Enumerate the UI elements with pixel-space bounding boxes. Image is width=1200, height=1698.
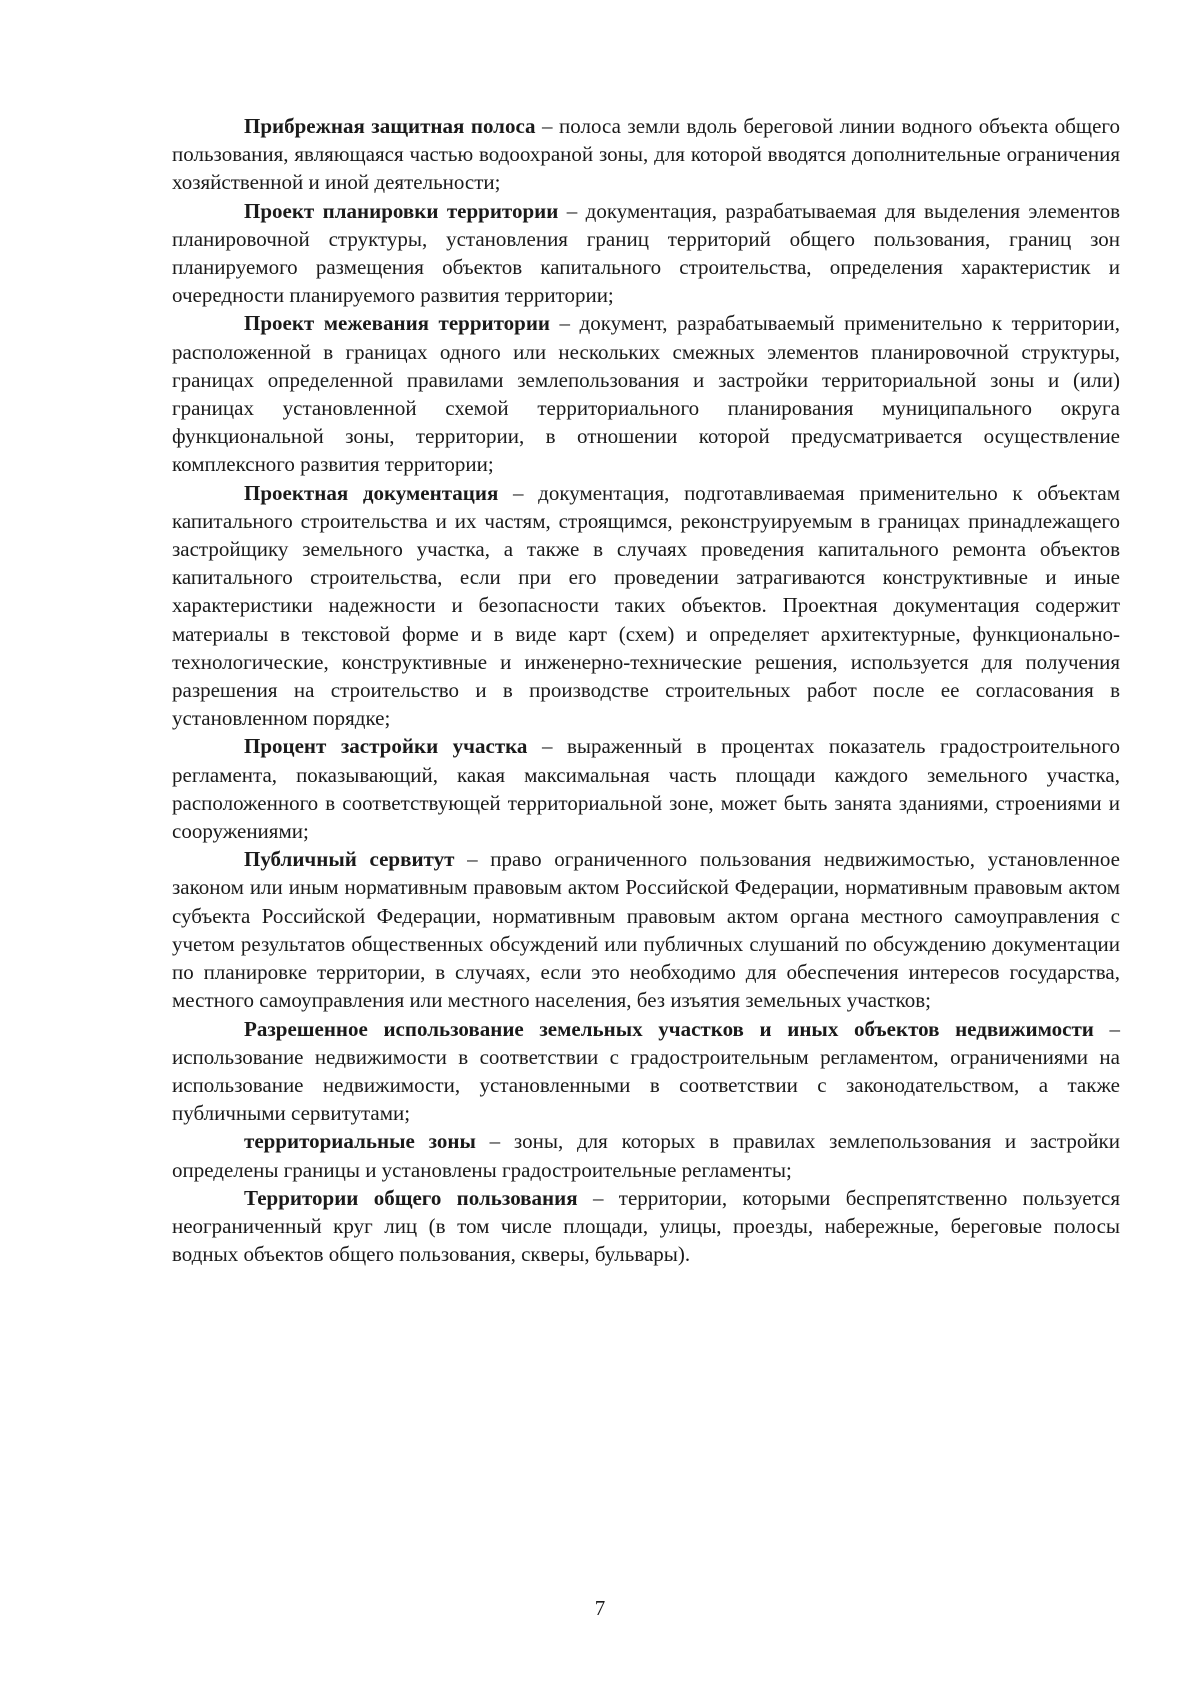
definition-text: – использование недвижимости в соответствии с градостроительным регламентом, ограничениями на использование недвижимости, установленными в соответствии с законодательством, а также публичными сервитутами; [172, 1016, 1120, 1126]
definition-term: Публичный сервитут [244, 847, 455, 872]
definition-paragraph [172, 845, 1120, 1014]
definition-term: Прибрежная защитная полоса [244, 114, 536, 138]
definition-text: – право ограниченного пользования недвижимостью, установленное законом или иным нормативным правовым актом Российской Федерации, нормативным правовым актом субъекта Российской Федерации, нормативным правовым актом органа местного самоуправления с учетом результатов общественных обсуждений или публичных слушаний по обсуждению документации по планировке территории, в случаях, если это необходимо для обеспечения интересов государства, местного самоуправления или местного населения, без изъятия земельных участков; [172, 847, 1120, 1013]
definition-paragraph [172, 1184, 1120, 1269]
definition-text: – документ, разрабатываемый применительно к территории, расположенной в границах одного или нескольких смежных элементов планировочной структуры, границах определенной правилами землепользования и застройки территориальной зоны и (или) границах установленной схемой территориального планирования муниципального округа функциональной зоны, территории, в отношении которой предусматривается осуществление комплексного развития территории; [172, 311, 1120, 477]
definition-text: – зоны, для которых в правилах землепользования и застройки определены границы и установлены градостроительные регламенты; [172, 1129, 1120, 1182]
definition-term: Процент застройки участка [244, 734, 528, 759]
definition-text: – выраженный в процентах показатель градостроительного регламента, показывающий, какая максимальная часть площади каждого земельного участка, расположенного в соответствующей территориальной зоне, может быть занята зданиями, строениями и сооружениями; [172, 734, 1120, 844]
definition-term: Проект планировки территории [244, 198, 559, 223]
definition-text: – территории, которыми беспрепятственно пользуется неограниченный круг лиц (в том числе площади, улицы, проезды, набережные, береговые полосы водных объектов общего пользования, скверы, бульвары). [172, 1185, 1121, 1267]
definition-term: Разрешенное использование земельных участков и иных объектов недвижимости [244, 1016, 1094, 1041]
definition-term: Территории общего пользования [244, 1185, 578, 1210]
definition-term: Проектная документация [244, 480, 499, 505]
definition-text: – документация, разрабатываемая для выделения элементов планировочной структуры, установления границ территорий общего пользования, границ зон планируемого размещения объектов капитального строительства, определения характеристик и очередности планируемого развития территории; [172, 198, 1121, 308]
definition-text: – документация, подготавливаемая применительно к объектам капитального строительства и их частям, строящимся, реконструируемым в границах принадлежащего застройщику земельного участка, а также в случаях проведения капитального ремонта объектов капитального строительства, если при его проведении затрагиваются конструктивные и иные характеристики надежности и безопасности таких объектов. Проектная документация содержит материалы в текстовой форме и в виде карт (схем) и определяет архитектурные, функционально-технологические, конструктивные и инженерно-технические решения, используется для получения разрешения на строительство и в производстве строительных работ после ее согласования в установленном порядке; [172, 480, 1120, 731]
page-number: 7 [594, 1596, 606, 1620]
definition-paragraph [172, 309, 1120, 478]
definition-paragraph [172, 112, 1120, 197]
definition-paragraph [172, 1127, 1120, 1183]
definition-term: Проект межевания территории [244, 311, 551, 336]
definition-term: территориальные зоны [244, 1129, 476, 1154]
definition-paragraph [172, 197, 1120, 310]
definition-text: – полоса земли вдоль береговой линии водного объекта общего пользования, являющаяся частью водоохраной зоны, для которой вводятся дополнительные ограничения хозяйственной и иной деятельности; [172, 114, 1120, 195]
definitions-list [172, 112, 1120, 1268]
definition-paragraph [172, 732, 1120, 845]
definition-paragraph [172, 479, 1120, 733]
definition-paragraph [172, 1015, 1120, 1128]
